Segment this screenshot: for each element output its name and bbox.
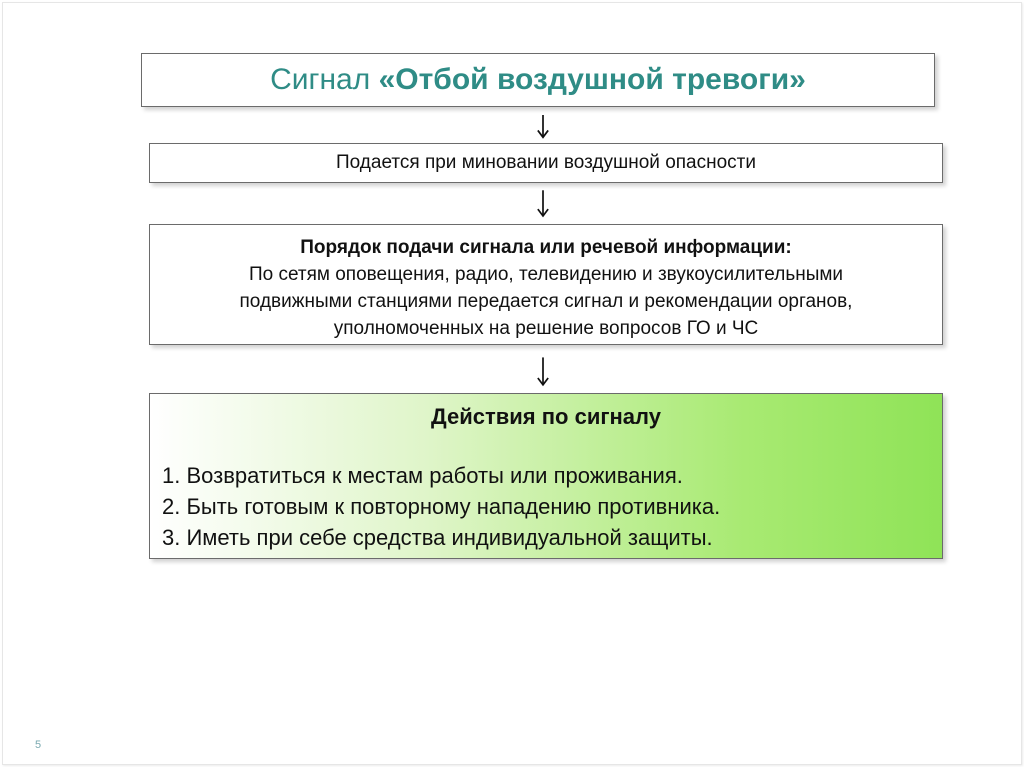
- title-box: [141, 53, 935, 107]
- procedure-line: По сетям оповещения, радио, телевидению и звукоусилительными: [248, 264, 844, 285]
- title-prefix: Сигнал: [270, 63, 371, 96]
- action-item: 3. Иметь при себе средства индивидуальной защиты.: [162, 525, 713, 550]
- arrow-down-icon: [537, 188, 549, 220]
- condition-box: [149, 143, 943, 183]
- procedure-line: уполномоченных на решение вопросов ГО и ЧС: [333, 318, 759, 339]
- title-emphasis: «Отбой воздушной тревоги»: [378, 63, 806, 96]
- actions-box: [149, 393, 943, 559]
- condition-text: Подается при миновании воздушной опасности: [336, 152, 756, 173]
- procedure-heading: Порядок подачи сигнала или речевой информации:: [300, 237, 792, 258]
- page-number: 5: [35, 739, 42, 751]
- action-item: 2. Быть готовым к повторному нападению противника.: [162, 494, 721, 519]
- procedure-line: подвижными станциями передается сигнал и рекомендации органов,: [239, 291, 853, 312]
- arrow-down-icon: [537, 355, 549, 389]
- procedure-box: [149, 224, 943, 345]
- actions-title: Действия по сигналу: [431, 404, 661, 429]
- slide: [2, 2, 1022, 765]
- arrow-down-icon: [537, 113, 549, 141]
- action-item: 1. Возвратиться к местам работы или проживания.: [162, 463, 683, 488]
